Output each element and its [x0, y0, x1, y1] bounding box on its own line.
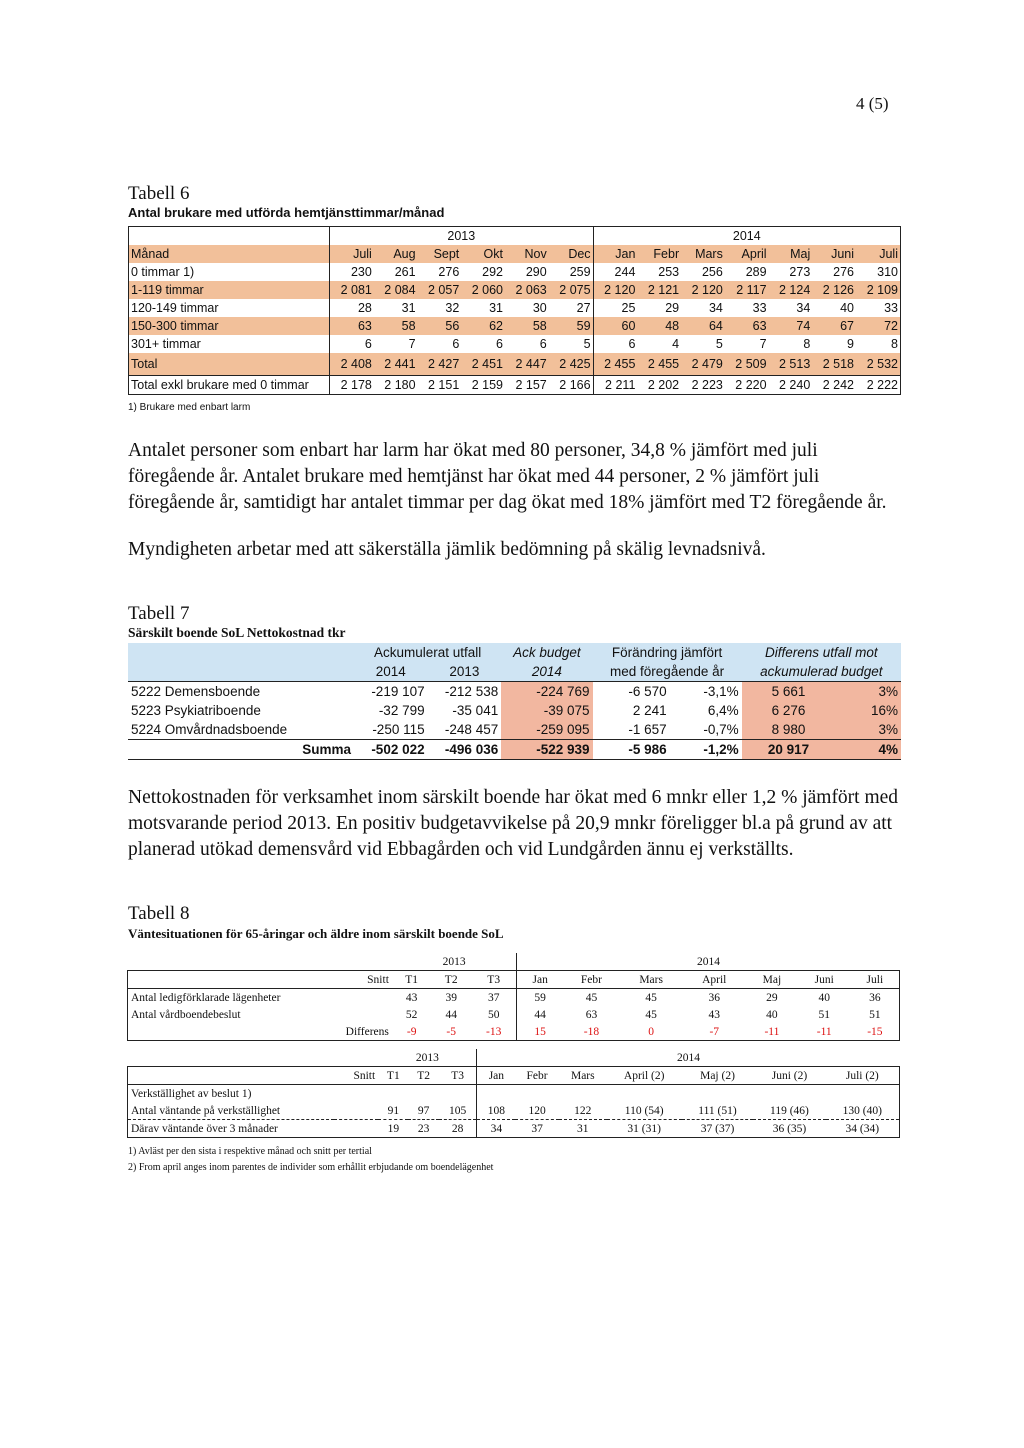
t6-cell: 259 [549, 263, 593, 281]
t7-sum-u2013: -496 036 [444, 742, 499, 757]
t7-cell-diff: 8 980 [742, 720, 836, 740]
t8-cell: 40 [818, 991, 830, 1004]
t8-cell [559, 1085, 607, 1103]
t6-cell: 25 [621, 301, 636, 315]
t8-cell: 130 (40) [826, 1102, 900, 1120]
t7-sum-change_pct: -1,2% [703, 742, 739, 757]
t6-cell: 58 [401, 319, 416, 333]
t7-h-budget: Ack budget [501, 643, 592, 662]
t6-cell: 2 075 [549, 281, 593, 299]
t7-cell-change_pct: 6,4% [707, 703, 739, 718]
t8-cell: 31 [577, 1122, 589, 1135]
t8-cell: 63 [585, 1008, 598, 1021]
t8-cell: 51 [851, 1006, 900, 1023]
t6-cell: 4 [672, 337, 680, 351]
t6-cell: 2 151 [428, 377, 460, 392]
paragraph-3: Nettokostnaden för verksamhet inom särskilt boende har ökat med 6 mnkr eller 1,2 % jämfört med motsvarande period 2013. En positiv budgetavvikelse på 20,9 mnkr föreligger bl.a på grund av att planerad utökad demensvård vid Ebbagården och vid Lundgården ännu ej verkställts. [128, 787, 899, 860]
t6-cell: 244 [614, 265, 636, 279]
t8-cell: -18 [583, 1025, 600, 1038]
t6-header-cell: Månad [129, 245, 330, 263]
t6-cell: 63 [357, 319, 372, 333]
t6-cell: 74 [796, 319, 811, 333]
t8-cell: 37 (37) [700, 1122, 735, 1135]
t6-cell: 2 120 [604, 283, 636, 297]
t7-cell-u2014: -250 115 [372, 722, 425, 737]
t8-header-cell: T3 [487, 973, 501, 986]
t8-row-label: Antal väntande på verkställighet [128, 1102, 379, 1120]
t8-row [128, 989, 900, 1007]
t8-row [128, 1102, 900, 1120]
t8-header-cell: April (2) [623, 1069, 665, 1082]
t8-year-2013: 2013 [415, 1051, 439, 1064]
t7-cell-change_pct: -3,1% [703, 684, 739, 699]
t7-sum-label: Summa [302, 742, 351, 757]
t6-cell: 2 455 [604, 356, 636, 371]
t7-cell-diff_pct: 3% [835, 682, 901, 702]
t6-cell: 2 509 [735, 356, 767, 371]
t6-cell: 2 057 [428, 283, 460, 297]
t6-cell: 72 [884, 319, 898, 333]
t7-sum-diff: 20 917 [742, 740, 836, 760]
t7-row [128, 701, 901, 720]
t8-cell: -11 [816, 1025, 832, 1038]
t6-cell: 276 [438, 265, 460, 279]
t8-cell: 45 [645, 1008, 657, 1021]
t7-cell-change: -6 570 [628, 684, 667, 699]
t8-cell: 37 [487, 991, 500, 1004]
t6-year-2014: 2014 [732, 229, 761, 243]
t6-row [129, 263, 901, 281]
t6-cell: 6 [496, 337, 503, 351]
tabell7-table [128, 643, 901, 760]
t6-cell: 5 [549, 335, 593, 353]
t6-row-label: 301+ timmar [129, 335, 330, 353]
t6-cell: 2 084 [384, 283, 416, 297]
t8-cell: 15 [517, 1023, 563, 1041]
t6-cell: 256 [701, 265, 723, 279]
t8-cell: 23 [417, 1122, 430, 1135]
t6-header-cell: Nov [524, 247, 547, 261]
t6-cell: 2 211 [605, 377, 636, 392]
t7-row [128, 720, 901, 740]
t6-cell: 6 [539, 337, 547, 351]
tabell8-subtitle: Väntesituationen för 65-åringar och äldre inom särskilt boende SoL [128, 926, 504, 941]
t6-cell: 40 [840, 301, 854, 315]
t7-cell-diff_pct: 3% [835, 720, 901, 740]
tabell8-footnote-2: 2) From april anges inom parentes de individer som erhållit erbjudande om boendelägenhet [128, 1162, 494, 1173]
t6-cell: 290 [525, 265, 547, 279]
t6-cell: 2 513 [779, 356, 811, 371]
t6-cell: 2 455 [647, 356, 680, 371]
t6-cell: 58 [532, 319, 547, 333]
t6-row [129, 375, 901, 394]
t6-header-cell: April [741, 247, 767, 261]
t6-cell: 230 [350, 265, 372, 279]
t8-cell: -7 [709, 1025, 720, 1038]
t8-cell: 44 [517, 1006, 563, 1023]
t8-cell: 36 [851, 989, 900, 1007]
t8-cell: -5 [446, 1025, 456, 1038]
t7-row-label: 5224 Omvårdnadsboende [131, 722, 288, 737]
t6-cell: 30 [532, 301, 547, 315]
t6-cell: 33 [752, 301, 767, 315]
t6-row [129, 281, 901, 299]
t8-cell: 36 (35) [772, 1122, 807, 1135]
t7-row-label: 5222 Demensboende [131, 684, 261, 699]
t8-row [128, 1023, 900, 1041]
t8-header-cell: Snitt [353, 1069, 376, 1082]
t8-header-cell: Febr [526, 1069, 548, 1082]
t6-cell: 292 [482, 265, 503, 279]
t6-cell: 2 222 [866, 377, 898, 392]
t6-cell: 56 [445, 319, 460, 333]
t8-cell: 52 [405, 1008, 418, 1021]
t6-cell: 8 [803, 337, 811, 351]
t6-cell: 2 063 [515, 283, 547, 297]
t7-sum-row [128, 740, 901, 760]
t8-header-cell: T3 [451, 1069, 464, 1082]
t8-header-cell: Juni (2) [771, 1069, 808, 1082]
t7-h2-forandring: med föregående år [593, 662, 742, 682]
t6-cell: 2 240 [779, 377, 811, 392]
t8-year-2013: 2013 [442, 955, 466, 968]
t8-row [128, 1085, 900, 1103]
t7-cell-budget: -224 769 [501, 682, 592, 702]
t8-cell: 31 (31) [627, 1122, 661, 1135]
t6-cell: 2 220 [735, 377, 767, 392]
t8-cell: 110 (54) [624, 1104, 664, 1117]
t6-cell: 2 178 [340, 377, 372, 392]
t6-row-label: 1-119 timmar [129, 281, 330, 299]
t8-header-cell: Maj [762, 973, 782, 986]
tabell6-table [128, 226, 901, 395]
t8-header-cell: Jan [477, 1067, 515, 1085]
t6-year-2013: 2013 [330, 227, 594, 246]
t6-cell: 7 [759, 337, 767, 351]
t6-cell: 64 [708, 319, 723, 333]
t6-cell: 310 [877, 265, 898, 279]
t8-cell [826, 1085, 900, 1103]
t6-cell: 2 157 [515, 377, 547, 392]
t8-header-cell: Febr [580, 973, 602, 986]
t8-year-2014: 2014 [477, 1049, 900, 1067]
tabell7-subtitle: Särskilt boende SoL Nettokostnad tkr [128, 625, 346, 640]
t8-header-cell: Mars [639, 973, 663, 986]
t8-cell [408, 1085, 438, 1103]
t6-cell: 261 [394, 265, 416, 279]
t8-cell: -13 [486, 1025, 502, 1038]
t6-cell: 2 120 [691, 283, 723, 297]
t6-cell: 29 [665, 301, 680, 315]
t8-header-cell: Mars [570, 1069, 595, 1082]
t8-cell [477, 1085, 515, 1103]
t8-cell: 45 [645, 991, 657, 1004]
t8-row [128, 1006, 900, 1023]
t7-cell-u2014: -32 799 [378, 703, 425, 718]
t6-cell: 276 [833, 265, 854, 279]
t7-h2-differens: ackumulerad budget [742, 662, 901, 682]
t6-cell: 2 425 [549, 353, 593, 375]
tabell8-table-2 [127, 1049, 900, 1138]
t8-cell: 59 [517, 989, 563, 1007]
t8-cell: 97 [417, 1104, 430, 1117]
t8-cell: 37 [531, 1122, 543, 1135]
t8-header-cell: Snitt [367, 973, 389, 986]
t6-cell: 62 [489, 319, 503, 333]
t6-cell: 2 081 [340, 283, 372, 297]
tabell6-title: Tabell 6 [128, 183, 190, 204]
tabell6-subtitle: Antal brukare med utförda hemtjänsttimmar/månad [128, 205, 445, 220]
tabell6-footnote: 1) Brukare med enbart larm [128, 402, 251, 413]
t6-cell: 2 427 [428, 356, 460, 371]
t7-row-label: 5223 Psykiatriboende [131, 703, 261, 718]
t6-header-cell: Maj [790, 247, 811, 261]
t8-header-cell: Juni [814, 973, 834, 986]
t8-cell: 111 (51) [698, 1104, 737, 1117]
t8-header-cell: T2 [444, 973, 458, 986]
t6-cell: 2 202 [647, 377, 680, 392]
tabell8-footnote-1: 1) Avläst per den sista i respektive månad och snitt per tertial [128, 1146, 372, 1157]
t6-header-cell: Febr [653, 247, 680, 261]
t7-h2-2013: 2013 [428, 662, 502, 682]
t6-cell: 6 [452, 337, 460, 351]
t8-cell: 105 [448, 1104, 467, 1117]
t7-cell-budget: -39 075 [501, 701, 592, 720]
t6-row [129, 317, 901, 335]
t6-cell: 2 124 [779, 283, 811, 297]
t8-cell: 43 [708, 1008, 720, 1021]
t7-sum-diff_pct: 4% [835, 740, 901, 760]
t7-row [128, 682, 901, 702]
t6-cell: 59 [549, 317, 593, 335]
t7-sum-budget: -522 939 [501, 740, 592, 760]
t6-cell: 5 [715, 337, 723, 351]
t7-cell-budget: -259 095 [501, 720, 592, 740]
t6-cell: 2 180 [384, 377, 416, 392]
t7-sum-u2014: -502 022 [371, 742, 425, 757]
t8-cell: 44 [445, 1008, 457, 1021]
t6-cell: 2 126 [822, 283, 854, 297]
t8-cell: 39 [445, 991, 457, 1004]
t8-cell: -11 [764, 1025, 780, 1038]
t8-cell: 50 [487, 1008, 500, 1021]
t6-cell: 273 [789, 265, 811, 279]
t7-sum-change: -5 986 [628, 742, 667, 757]
t6-header-cell: Juli [353, 247, 372, 261]
t8-cell [682, 1085, 754, 1103]
t8-cell: -15 [851, 1023, 900, 1041]
t6-header-cell: Sept [433, 247, 460, 261]
t6-cell: 2 109 [866, 283, 898, 297]
t8-cell: 119 (46) [770, 1104, 809, 1117]
paragraph-1: Antalet personer som enbart har larm har ökat med 80 personer, 34,8 % jämfört med juli föregående år. Antalet brukare med hemtjänst har ökat med 44 personer, 2 % jämfört juli föregående år, samtidigt har antalet timmar per dag ökat med 18% jämfört med T2 föregående år. [128, 440, 887, 513]
t6-cell: 2 242 [822, 377, 854, 392]
t6-header-cell: Okt [483, 247, 503, 261]
t8-cell: 122 [574, 1104, 592, 1117]
t6-header-cell: Jan [615, 247, 636, 261]
t6-header-cell: Juli [879, 247, 898, 261]
page-number: 4 (5) [856, 94, 889, 113]
t8-header-cell: Juli (2) [826, 1067, 900, 1085]
t6-cell: 2 451 [471, 356, 503, 371]
t8-row-label: Antal ledigförklarade lägenheter [128, 989, 392, 1007]
t6-cell: 34 [796, 301, 811, 315]
tabell8-title: Tabell 8 [128, 903, 190, 924]
t8-cell: 36 [708, 991, 720, 1004]
t6-row [129, 353, 901, 375]
tabell7-title: Tabell 7 [128, 603, 190, 624]
t7-cell-u2013: -212 538 [444, 684, 499, 699]
t8-header-cell: April [702, 973, 727, 986]
t8-cell: 43 [405, 991, 418, 1004]
t7-cell-diff_pct: 16% [835, 701, 901, 720]
t6-row-label: 120-149 timmar [129, 299, 330, 317]
t8-header-cell: T2 [417, 1069, 430, 1082]
t7-cell-diff: 6 276 [742, 701, 836, 720]
t7-h2-2014: 2014 [354, 662, 428, 682]
t6-cell: 32 [445, 301, 460, 315]
t8-row [128, 1120, 900, 1138]
t8-cell [439, 1085, 477, 1103]
t8-cell: 120 [528, 1104, 546, 1117]
t6-header-cell: Mars [695, 247, 723, 261]
tabell8-table-1 [127, 953, 900, 1041]
t6-cell: 33 [884, 301, 898, 315]
t6-row [129, 335, 901, 353]
t7-cell-u2013: -35 041 [452, 703, 499, 718]
t6-cell: 48 [665, 319, 680, 333]
t7-cell-u2013: -248 457 [444, 722, 499, 737]
t6-cell: 28 [357, 301, 372, 315]
t6-cell: 34 [708, 301, 723, 315]
t6-row [129, 299, 901, 317]
t8-header-cell: T1 [405, 973, 419, 986]
t6-row-label: Total exkl brukare med 0 timmar [129, 375, 330, 394]
t6-row-label: 0 timmar 1) [129, 263, 330, 281]
t8-cell: 28 [451, 1122, 464, 1135]
t6-cell: 67 [840, 319, 854, 333]
t8-header-cell: Jan [517, 971, 563, 989]
t8-cell: 34 (34) [826, 1120, 900, 1138]
t6-cell: 6 [364, 337, 372, 351]
t8-row-label: Antal vårdboendebeslut [128, 1006, 392, 1023]
t6-cell: 31 [489, 301, 503, 315]
t8-cell: 40 [766, 1008, 778, 1021]
t6-cell: 2 479 [691, 356, 723, 371]
t7-h2-budget-year: 2014 [501, 662, 592, 682]
t6-header-cell: Juni [831, 247, 854, 261]
t6-cell: 9 [847, 337, 854, 351]
t7-cell-change_pct: -0,7% [703, 722, 739, 737]
t8-cell [607, 1085, 682, 1103]
t6-cell: 2 121 [647, 283, 680, 297]
t8-cell: 51 [818, 1008, 830, 1021]
t6-cell: 253 [658, 265, 680, 279]
t7-cell-change: -1 657 [628, 722, 667, 737]
t8-row-label: Verkställighet av beslut 1) [128, 1085, 379, 1103]
t8-cell [515, 1085, 559, 1103]
t8-cell: 45 [585, 991, 598, 1004]
t7-h-ack: Ackumulerat utfall [354, 643, 501, 662]
t6-header-cell: Dec [549, 245, 593, 263]
t7-cell-diff: 5 661 [742, 682, 836, 702]
t6-row-label: 150-300 timmar [129, 317, 330, 335]
t8-cell: 108 [477, 1102, 515, 1120]
t8-header-cell: T1 [386, 1069, 400, 1082]
t6-row-label: Total [129, 353, 330, 375]
t8-cell: 29 [766, 991, 778, 1004]
t8-cell [753, 1085, 825, 1103]
t6-cell: 63 [752, 319, 767, 333]
t6-header-cell: Aug [393, 247, 416, 261]
t6-cell: 7 [408, 337, 416, 351]
t8-cell: 91 [387, 1104, 400, 1117]
t6-cell: 2 060 [471, 283, 503, 297]
t6-cell: 6 [628, 337, 636, 351]
t8-row-label: Därav väntande över 3 månader [128, 1120, 379, 1138]
t6-cell: 2 441 [384, 356, 416, 371]
t8-cell [378, 1085, 408, 1103]
t8-header-cell: Maj (2) [700, 1069, 735, 1082]
t6-cell: 2 532 [866, 356, 898, 371]
t8-cell: -9 [406, 1025, 417, 1038]
t8-cell: 0 [648, 1025, 655, 1038]
t6-cell: 2 408 [340, 356, 372, 371]
t6-cell: 31 [401, 301, 416, 315]
t8-row-label: Differens [128, 1023, 392, 1041]
t6-cell: 2 447 [515, 356, 547, 371]
t6-cell: 2 223 [691, 377, 723, 392]
paragraph-2: Myndigheten arbetar med att säkerställa jämlik bedömning på skälig levnadsnivå. [128, 539, 766, 560]
t8-cell: 19 [387, 1122, 400, 1135]
t6-cell: 289 [745, 265, 767, 279]
t7-cell-u2014: -219 107 [371, 684, 425, 699]
t6-cell: 2 166 [549, 375, 593, 394]
t7-h-differens: Differens utfall mot [742, 643, 901, 662]
t6-cell: 8 [891, 337, 898, 351]
t8-header-cell: Juli [851, 971, 900, 989]
t6-cell: 2 518 [822, 356, 854, 371]
t6-cell: 2 117 [736, 283, 767, 297]
t7-cell-change: 2 241 [632, 703, 667, 718]
t8-year-2014: 2014 [517, 953, 900, 971]
t6-cell: 27 [549, 299, 593, 317]
t8-cell: 34 [477, 1120, 515, 1138]
t7-h-forandring: Förändring jämfört [593, 643, 742, 662]
t6-cell: 60 [621, 319, 636, 333]
t6-cell: 2 159 [471, 377, 503, 392]
